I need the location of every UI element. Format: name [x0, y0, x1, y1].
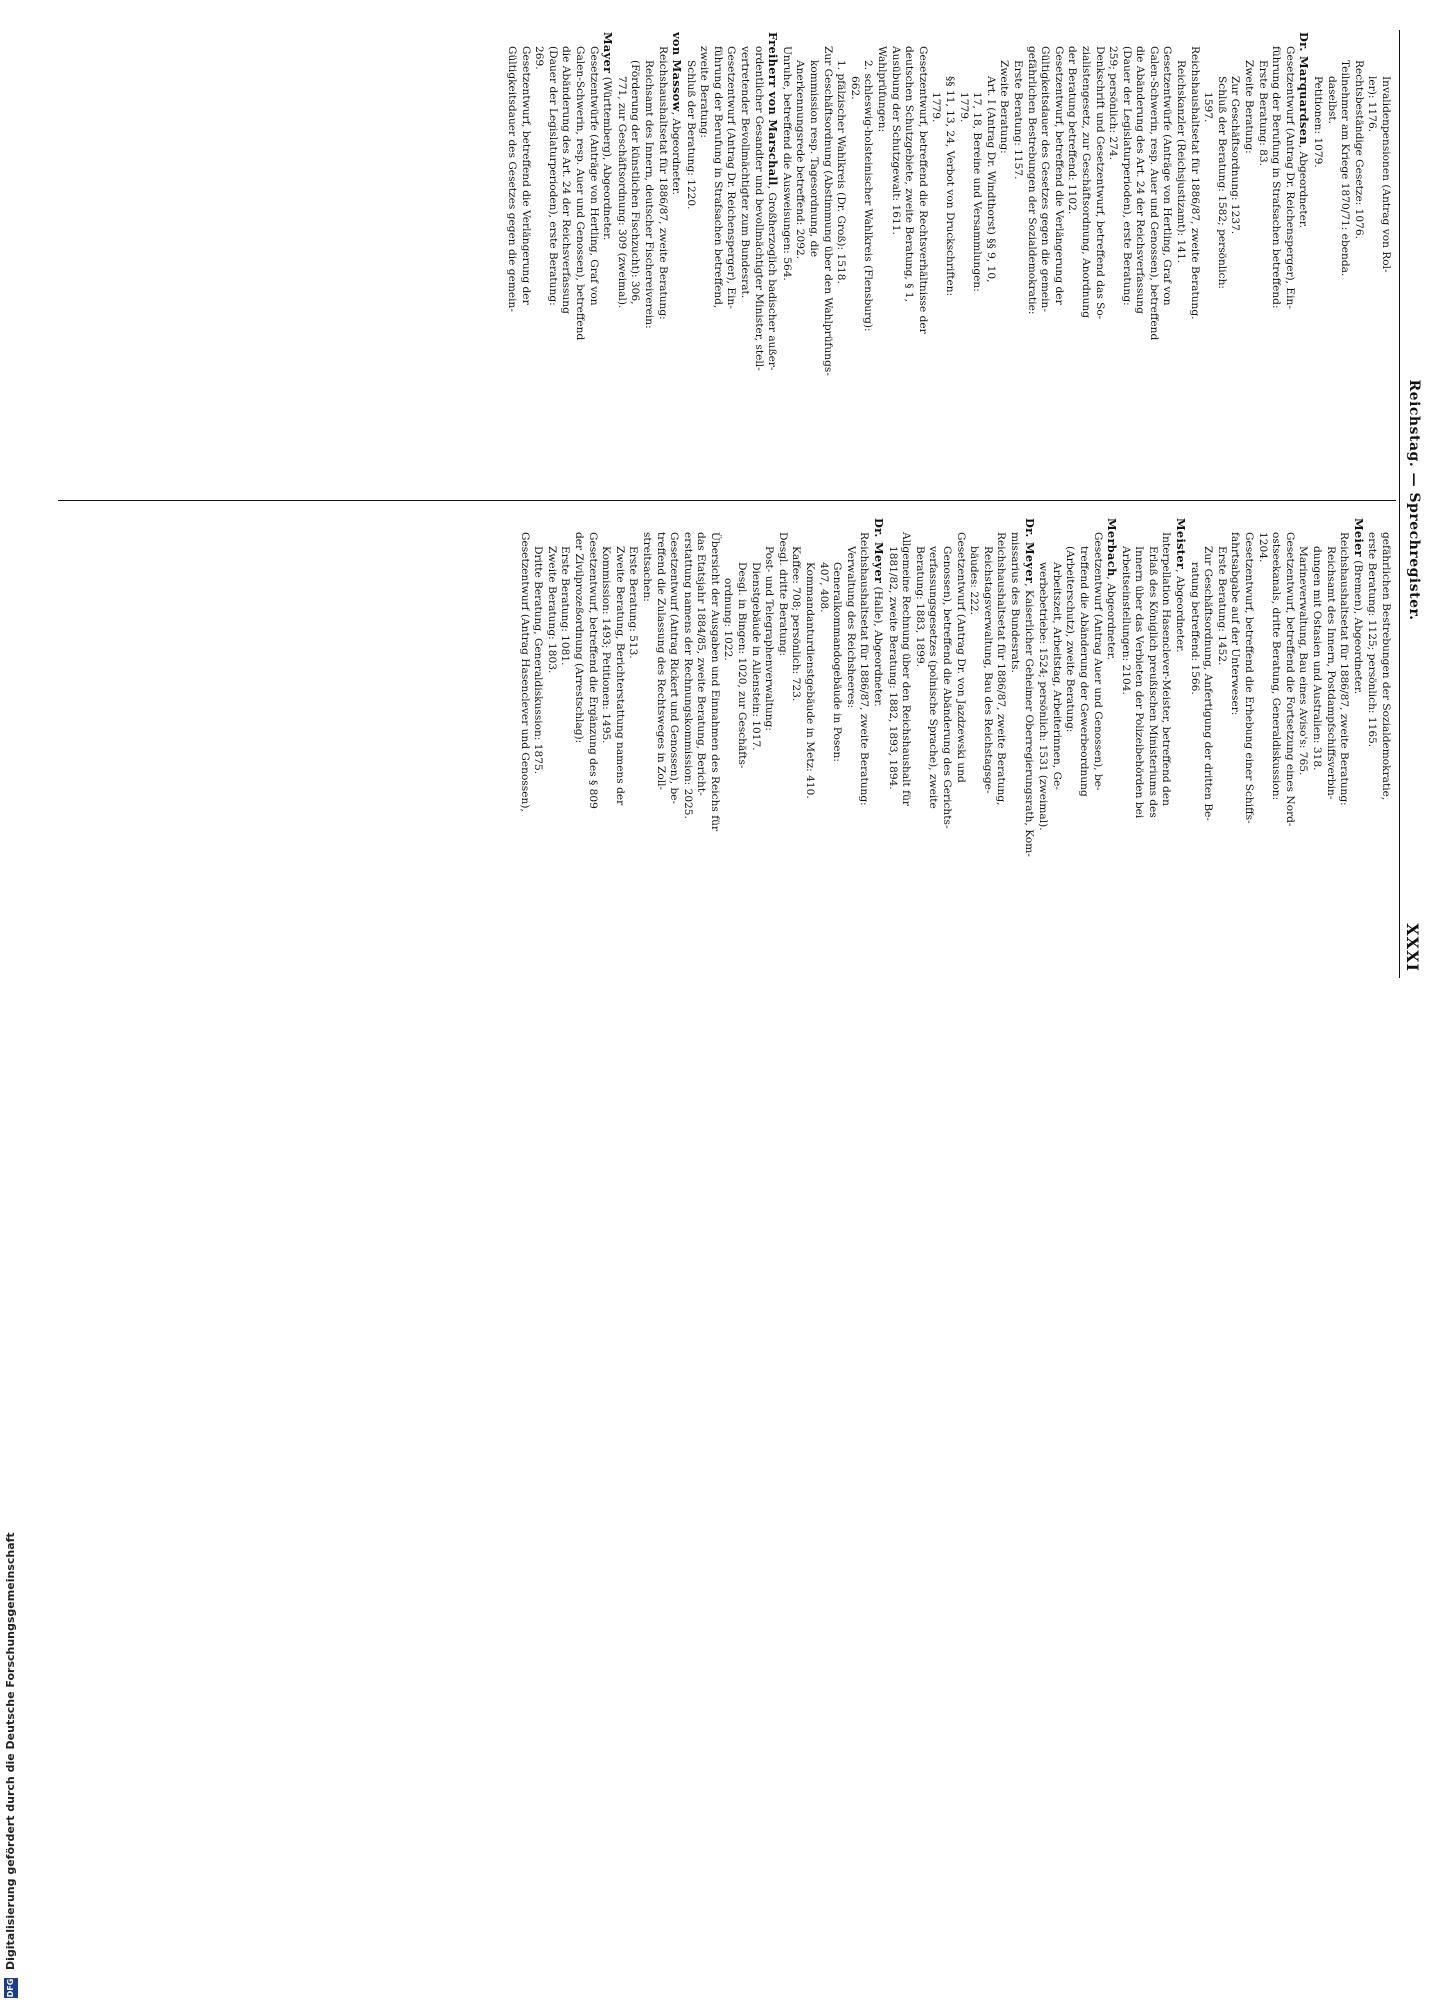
entry-line: dungen mit Ostasien und Australien: 318.	[1311, 546, 1324, 771]
entry-line: werbebetriebe: 1524; persönlich: 1531 (zweimal).	[1037, 562, 1050, 831]
speaker-name: Merbach	[1105, 518, 1120, 577]
entry-line: Zweite Beratung:	[998, 60, 1011, 154]
entry-line: Gesetzentwürfe (Anträge von Hertling, Graf von	[587, 46, 600, 306]
speaker-name: Mayer	[601, 32, 616, 74]
entry-line: Reichshaushaltsetat für 1886/87, zweite Beratung:	[656, 46, 669, 320]
entry-line: Zur Geschäftsordnung (Abstimmung über den Wahlprüfungs-	[821, 46, 834, 376]
left-column	[42, 32, 1392, 484]
entry-line: 771, zur Geschäftsordnung: 309 (zweimal).	[615, 76, 628, 309]
entry-line: daselbst.	[1325, 76, 1338, 125]
entry-line: Galen-Schwerin, resp. Auer und Genossen), betreffend	[573, 46, 586, 341]
entry-line: Genossen), betreffend die Abänderung des Gerichts-	[941, 546, 953, 829]
entry-line: Gültigkeitsdauer des Gesetzes gegen die gemein-	[506, 46, 518, 312]
entry-line: Erlaß des Königlich preußischen Ministeriums des	[1146, 546, 1159, 818]
entry-line: Erste Beratung: 1081.	[559, 546, 572, 666]
entry-line: Dienstgebäude in Allenstein: 1017.	[749, 562, 762, 751]
entry-line: Galen-Schwerin, resp. Auer und Genossen), betreffend	[1147, 46, 1160, 341]
entry-line: Arbeitseinstellungen: 2104.	[1119, 546, 1132, 695]
entry-line: Ausübung der Schutzgewalt: 1611.	[889, 46, 902, 235]
entry-line: Generalkommandogebäude in Posen:	[831, 562, 844, 762]
entry-line: (Arbeiterschutz), zweite Beratung:	[1064, 546, 1077, 733]
entry-line: ordentlicher Gesandter und bevollmächtigter Minister, stell-	[752, 46, 765, 371]
header-rule	[1399, 30, 1400, 978]
entry-line: Gesetzentwurf (Antrag Dr. von Jazdzewski und	[954, 532, 967, 783]
page-number: XXXI	[1403, 923, 1422, 972]
entry-line: Gesetzentwurf (Antrag Dr. Reichensperger), Ein-	[1283, 46, 1296, 309]
entry-line: Gesetzentwurf, betreffend die Ergänzung des § 809	[586, 532, 599, 809]
entry-line: Verwaltung des Reichsheeres:	[844, 546, 857, 709]
register-entry	[1036, 518, 1119, 970]
entry-line: Zweite Beratung:	[1243, 60, 1256, 154]
entry-line: fahrtsabgabe auf der Unterweser:	[1229, 532, 1242, 716]
entry-line: Unruhe, betreffend die Ausweisungen: 564.	[780, 46, 793, 281]
entry-line: Zweite Beratung: 1803.	[545, 546, 558, 674]
register-entry	[683, 32, 779, 484]
entry-line: die Abänderung des Art. 24 der Reichsverfassung	[560, 46, 573, 314]
entry-line: treffend die Zulassung des Rechtsweges in Zoll-	[654, 532, 667, 791]
right-column	[42, 518, 1392, 970]
entry-line: Reichskanzler (Reichsjustizamt): 141.	[1175, 60, 1188, 264]
entry-line: Post- und Telegraphenverwaltung:	[763, 546, 776, 731]
entry-line: erste Beratung: 1125; persönlich: 1165.	[1366, 532, 1379, 748]
speaker-heading: Meister, Abgeordneter.	[1174, 518, 1189, 653]
entry-line: Allgemeine Rechnung über den Reichshaushalt für	[900, 532, 913, 806]
entry-line: Innern über das Verbieten der Polizeibehörden bei	[1133, 546, 1146, 819]
entry-line: gefährlichen Bestrebungen der Sozialdemokratie:	[1025, 46, 1038, 315]
entry-line: Arbeitszeit, Arbeitstag, Arbeiterinnen, Ge-	[1050, 562, 1063, 790]
entry-line: bäudes: 222.	[968, 546, 981, 615]
entry-line: Gesetzentwurf (Antrag Rickert und Genossen), be-	[668, 532, 681, 805]
entry-line: Reichstagsverwaltung, Bau des Reichstagsge-	[981, 546, 994, 794]
entry-line: die Abänderung des Art. 24 der Reichsverfassung	[1134, 46, 1147, 314]
entry-line: zialistengesetz, zur Geschäftsordnung, Anordnung	[1079, 46, 1092, 319]
entry-line: 1779.	[957, 92, 970, 123]
speaker-heading: Meier (Bremen), Abgeordneter.	[1351, 518, 1366, 695]
entry-line: Kommission: 1493; Petitionen: 1495.	[600, 546, 613, 744]
entry-line: Petitionen: 1079.	[1312, 76, 1325, 168]
entry-line: führung der Berufung in Strafsachen betreffend,	[711, 46, 724, 309]
register-entry	[1310, 32, 1392, 484]
entry-line: Interpellation Hasenclever-Meister, betreffend den	[1160, 532, 1173, 806]
entry-line: Dritte Beratung, Generaldiskussion: 1875.	[532, 546, 545, 775]
register-entry	[1187, 518, 1365, 970]
entry-line: verfassungsgesetzes (polnische Sprache), zweite	[927, 546, 940, 809]
entry-line: deutschen Schutzgebiete, zweite Beratung, § 1,	[903, 46, 916, 303]
register-entry	[517, 518, 885, 970]
speaker-heading: Freiherr von Marschall, Großherzoglich badischer außer-	[766, 32, 781, 371]
entry-line: 17, 18, Bereine und Versammlungen:	[971, 92, 984, 292]
entry-line: Schluß der Beratung: 1582; persönlich:	[1215, 76, 1228, 289]
entry-line: 1. pfälzischer Wahlkreis (Dr. Groß): 1518.	[835, 60, 848, 284]
entry-line: Kaffee: 708; persönlich: 723.	[790, 546, 803, 702]
entry-line: 2. schleswig-holsteinischer Wahlkreis (Flensburg):	[862, 60, 875, 332]
entry-line: zweite Beratung:	[698, 46, 711, 138]
entry-line: 259; persönlich: 274.	[1107, 46, 1120, 160]
entry-line: Wahlprüfungen:	[876, 46, 889, 133]
entry-line: Gesetzentwurf, betreffend die Erhebung einer Schiffs-	[1243, 532, 1256, 824]
entry-line: Reichshaushaltsetat für 1886/87, zweite Beratung:	[1338, 532, 1351, 806]
entry-line: kommission resp. Tagesordnung, die	[808, 60, 821, 258]
register-entry	[885, 518, 1036, 970]
entry-line: Rechtsbeständige Gesetze: 1076.	[1352, 60, 1365, 239]
entry-line: Gesetzentwurf, betreffend die Fortsetzung eines Nord-	[1283, 532, 1296, 827]
speaker-heading: Dr. Marquardsen, Abgeordneter.	[1297, 32, 1312, 229]
entry-line: Zur Geschäftsordnung: 1237.	[1229, 76, 1242, 235]
entry-line: Desgl. dritte Beratung:	[776, 532, 789, 657]
column-divider	[58, 500, 1396, 501]
entry-line: Reichsamt des Innern, Postdampfschiffsverbin-	[1324, 546, 1337, 800]
speaker-heading: Merbach, Abgeordneter.	[1105, 518, 1120, 660]
page-header-title: Reichstag. — Sprechregister.	[1406, 379, 1422, 621]
entry-line: Gesetzentwurf, betreffend die Rechtsverhältnisse der	[916, 46, 929, 334]
entry-line: Gültigkeitsdauer des Gesetzes gegen die gemein-	[1039, 46, 1052, 312]
entry-line: Zur Geschäftsordnung, Anfertigung der dritten Be-	[1202, 546, 1215, 821]
register-entry	[614, 32, 683, 484]
digitization-note-wrap	[0, 1000, 22, 2000]
speaker-name: Meier	[1351, 518, 1366, 557]
entry-line: Invalidenpensionen (Antrag von Rol-	[1380, 76, 1392, 273]
speaker-name: von Massow	[670, 32, 685, 112]
speaker-heading: Dr. Meyer, Kaiserlicher Geheimer Oberregierungsrath, Kom-	[1022, 518, 1037, 857]
speaker-name: Dr. Meyer	[1022, 518, 1037, 584]
entry-line: der Beratung betreffend: 1102.	[1066, 46, 1079, 215]
digitization-note: Digitalisierung gefördert durch die Deutsche Forschungsgemeinschaft	[4, 1532, 17, 1970]
speaker-name: Dr. Meyer	[872, 518, 887, 584]
entry-line: Reichshaushaltsetat für 1886/87, zweite Beratung,	[995, 532, 1008, 806]
entry-line: Gesetzentwurf, betreffend die Verlängerung der	[1052, 46, 1065, 305]
entry-line: Reichshaushaltsetat für 1886/87, zweite Beratung.	[1188, 46, 1201, 320]
entry-line: das Etatsjahr 1884/85, zweite Beratung, Bericht-	[695, 532, 708, 796]
entry-line: Gesetzentwurf (Antrag Hasenclever und Genossen),	[518, 532, 531, 812]
entry-line: 269.	[533, 46, 546, 70]
entry-line: Übersicht der Ausgaben und Einnahmen des Reichs für	[708, 532, 721, 832]
speaker-heading: von Massow, Abgeordneter.	[670, 32, 685, 196]
entry-line: Denkschrift und Gesetzentwurf, betreffend das So-	[1093, 46, 1106, 320]
entry-line: Erste Beratung: 1452.	[1215, 546, 1228, 666]
entry-line: ler): 1176.	[1366, 76, 1379, 133]
entry-line: Schluß der Beratung: 1220.	[684, 60, 697, 210]
speaker-name: Meister	[1174, 518, 1189, 570]
entry-line: Reichsamt des Innern, deutscher Fischereiverein:	[642, 60, 655, 329]
entry-line: Art. I (Antrag Dr. Windthorst) §§ 9, 10,	[984, 76, 997, 283]
entry-line: Erste Beratung: 83.	[1256, 60, 1269, 167]
entry-line: 1597.	[1202, 92, 1215, 123]
register-entry	[1118, 518, 1187, 970]
speaker-heading: Dr. Meyer (Halle), Abgeordneter.	[872, 518, 887, 707]
entry-line: Reichshaushaltsetat für 1886/87, zweite Beratung:	[858, 532, 871, 806]
entry-line: §§ 11, 13, 24, Verbot von Druckschriften:	[944, 76, 956, 297]
entry-line: gefährlichen Bestrebungen der Sozialdemokratie,	[1380, 532, 1392, 801]
entry-line: Gesetzentwurf, betreffend die Verlängerung der	[519, 46, 532, 305]
entry-line: führung der Berufung in Strafsachen betreffend:	[1270, 46, 1283, 309]
entry-line: 1779.	[930, 92, 943, 123]
entry-line: vertretender Bevollmächtigter zum Bundesrat.	[739, 46, 752, 299]
register-entry	[779, 32, 1310, 484]
entry-line: Teilnehmer am Kriege 1870/71: ebenda.	[1339, 60, 1352, 277]
entry-line: Gesetzentwurf (Antrag Dr. Reichensperger), Ein-	[725, 46, 738, 309]
entry-line: streitsachen:	[640, 532, 653, 602]
entry-line: erstattung namens der Rechnungskommission: 2025.	[681, 532, 694, 819]
entry-line: ratung betreffend: 1566.	[1188, 562, 1201, 695]
entry-line: Beratung: 1883, 1899.	[913, 546, 926, 668]
speaker-name: Dr. Marquardsen	[1297, 32, 1312, 145]
entry-line: 1881/82, zweite Beratung: 1882, 1893, 1894.	[886, 546, 899, 790]
entry-line: Gesetzentwurf (Antrag Auer und Genossen), be-	[1091, 532, 1104, 791]
entry-line: Kommandanturdienstgebäude in Metz: 410.	[804, 562, 817, 799]
entry-line: Gesetzentwürfe (Anträge von Hertling, Graf von	[1161, 46, 1174, 306]
entry-line: (Dauer der Legislaturperioden), erste Beratung:	[546, 46, 559, 306]
speaker-heading: Mayer (Württemberg), Abgeordneter.	[601, 32, 616, 241]
entry-line: 1204.	[1256, 532, 1269, 563]
entry-line: Marineverwaltung, Bau eines Aviso's: 765.	[1297, 546, 1310, 776]
entry-line: ostseekanals, dritte Beratung, Generaldiskussion:	[1270, 532, 1283, 801]
dfg-logo-icon: DFG	[4, 1978, 18, 1998]
entry-line: treffend die Abänderung der Gewerbeordnung	[1077, 546, 1090, 797]
entry-line: (Dauer der Legislaturperioden), erste Beratung:	[1120, 46, 1133, 306]
register-entry	[504, 32, 614, 484]
entry-line: Anerkennungsrede betreffend: 2092.	[794, 60, 807, 260]
register-entry	[1365, 518, 1392, 970]
entry-line: missarius des Bundesrats.	[1008, 532, 1021, 673]
entry-line: 407, 408.	[817, 562, 830, 613]
entry-line: Zweite Beratung, Berichterstattung namens der	[613, 546, 626, 806]
entry-line: 662.	[848, 76, 861, 100]
entry-line: Erste Beratung: 513.	[627, 546, 640, 659]
entry-line: Desgl. in Bingen: 1020, zur Geschäfts-	[736, 562, 749, 769]
entry-line: ordnung: 1022.	[722, 578, 735, 661]
entry-line: Erste Beratung: 1157.	[1011, 60, 1024, 180]
entry-line: der Zivilprozeßordnung (Arrestschlag):	[572, 532, 585, 744]
speaker-name: Freiherr von Marschall	[766, 32, 781, 186]
entry-line: (Förderung der künstlichen Fischzucht): 306,	[629, 60, 642, 305]
